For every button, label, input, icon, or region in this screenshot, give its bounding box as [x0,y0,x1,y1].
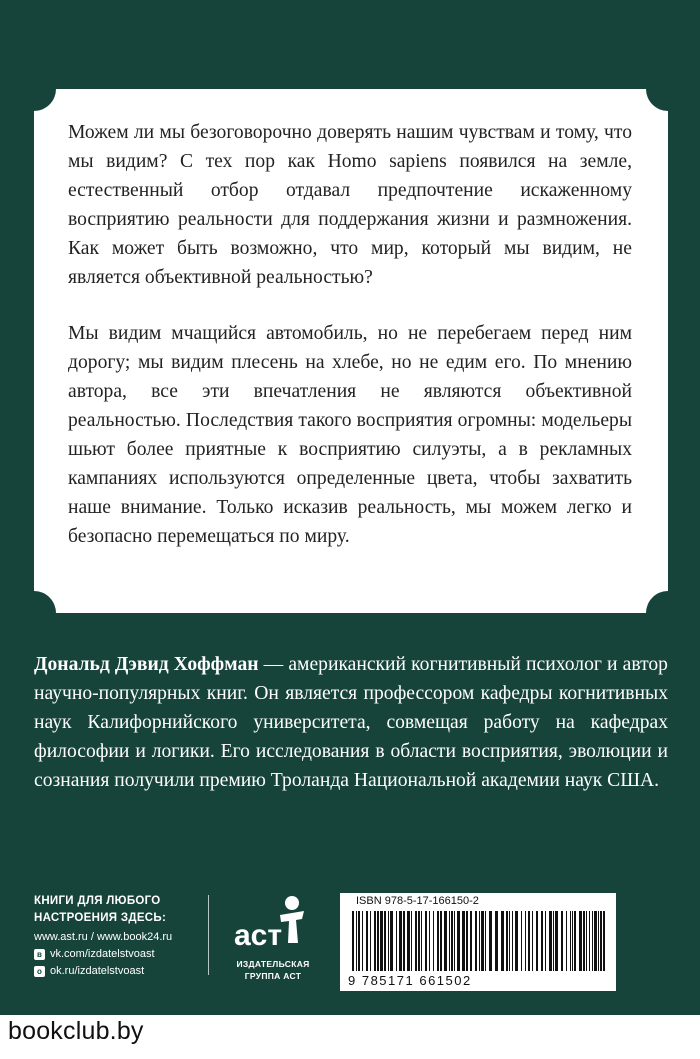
barcode-bar [481,911,484,971]
barcode-bar [449,911,450,971]
barcode-bar [444,911,447,971]
promo-line-1: КНИГИ ДЛЯ ЛЮБОГО [34,895,161,907]
websites-link[interactable]: www.ast.ru / www.book24.ru [34,931,173,943]
author-bio-text: — американский когнитивный психолог и автор научно-популярных книг. Он является профессором кафедры когнитивных наук Калифорнийского университета, совмещая работу на кафедрах философии и логики. Его исследования в области восприятия, эволюции и сознания получили премию Троланда Национальной академии наук США. [34,654,668,792]
barcode-bar [433,911,434,971]
ast-logo-icon [218,893,328,957]
barcode-bar [495,911,498,971]
vk-icon: в [34,949,45,960]
barcode-bar [561,911,563,971]
barcode-bar [440,911,442,971]
barcode-bar [600,911,602,971]
author-name: Дональд Дэвид Хоффман [34,654,259,675]
barcode-bar [509,911,510,971]
vk-link-text: vk.com/izdatelstvoast [50,948,155,960]
barcode-bar [437,911,439,971]
ok-link-text: ok.ru/izdatelstvoast [50,965,145,977]
barcode-bar [589,911,590,971]
barcode-bar [429,911,430,971]
barcode-bar [421,911,422,971]
barcode-bar [583,911,585,971]
barcode-bar [598,911,599,971]
logo-caption-line-1: ИЗДАТЕЛЬСКАЯ [236,959,310,969]
barcode-bar [515,911,518,971]
watermark: bookclub.by [8,1017,144,1045]
barcode-bar [572,911,573,971]
barcode-bar [536,911,538,971]
barcode-bar [362,911,363,971]
barcode-bar [377,911,379,971]
barcode-bar [501,911,504,971]
barcode-icon [348,911,610,973]
footer-divider [208,895,209,975]
barcode-bar [566,911,567,971]
barcode-bar [545,911,546,971]
barcode-block [340,893,616,991]
barcode-bar [454,911,455,971]
barcode-bar [403,911,405,971]
barcode-bar [549,911,552,971]
barcode-bar [570,911,571,971]
barcode-bar [528,911,530,971]
barcode-bar [380,911,383,971]
barcode-bar [407,911,410,971]
annotation-paragraph-1: Можем ли мы безоговорочно доверять нашим чувствам и тому, что мы видим? С тех пор как Homo sapiens появился на земле, естественный отбор отдавал предпочтение искаженному восприятию реальности для поддержания жизни и размножения. Как может быть возможно, что мир, который мы видим, не является объективной реальностью? [68,122,632,289]
barcode-bar [525,911,526,971]
barcode-bar [358,911,360,971]
ok-link[interactable] [34,963,206,980]
barcode-bar [415,911,417,971]
barcode-bar [574,911,576,971]
barcode-bar [374,911,376,971]
barcode-bar [553,911,554,971]
barcode-bar [411,911,412,971]
barcode-bar [457,911,460,971]
promo-line-2: НАСТРОЕНИЯ ЗДЕСЬ: [34,912,167,924]
barcode-bar [425,911,427,971]
barcode-bar [462,911,465,971]
logo-caption [218,958,328,982]
barcode-bar [586,911,587,971]
barcode-bar [506,911,508,971]
annotation-text [68,118,632,577]
annotation-paragraph-2: Мы видим мчащийся автомобиль, но не перебегаем перед ним дорогу; мы видим плесень на хлебе, но не едим его. По мнению автора, все эти впечатления не являются объективной реальностью. Последствия такого восприятия огромны: модельеры шьют более приятные к восприятию силуэты, а в рекламных кампаниях используются определенные цвета, чтобы захватить наше внимание. Только исказив реальность, мы можем легко и безопасно перемещаться по миру. [68,322,632,548]
barcode-bar [366,911,368,971]
barcode-bar [512,911,513,971]
ok-icon: о [34,966,45,977]
author-bio [34,650,668,795]
barcode-bar [418,911,420,971]
barcode-bar [592,911,593,971]
barcode-digits: 9 785171 661502 [348,973,472,988]
publisher-logo [218,893,328,983]
barcode-bar [370,911,371,971]
barcode-bar [579,911,582,971]
barcode-bar [521,911,522,971]
barcode-bar [396,911,397,971]
barcode-bar [470,911,472,971]
barcode-bar [475,911,477,971]
barcode-bar [356,911,357,971]
publisher-contacts [34,893,206,980]
barcode-bar [555,911,558,971]
barcode-bar [532,911,533,971]
barcode-bar [466,911,468,971]
barcode-bar [479,911,480,971]
barcode-bar [451,911,453,971]
barcode-bar [541,911,543,971]
isbn-label: ISBN 978-5-17-166150-2 [356,895,479,907]
logo-caption-line-2: ГРУППА АСТ [244,971,302,981]
barcode-bar [390,911,393,971]
barcode-bar [594,911,597,971]
logo-lettering: аст [234,919,283,952]
barcode-bar [485,911,486,971]
barcode-bar [399,911,402,971]
barcode-bar [388,911,389,971]
barcode-bar [384,911,386,971]
barcode-bar [603,911,605,971]
barcode-bar [352,911,354,971]
vk-link[interactable] [34,946,206,963]
barcode-bar [489,911,492,971]
